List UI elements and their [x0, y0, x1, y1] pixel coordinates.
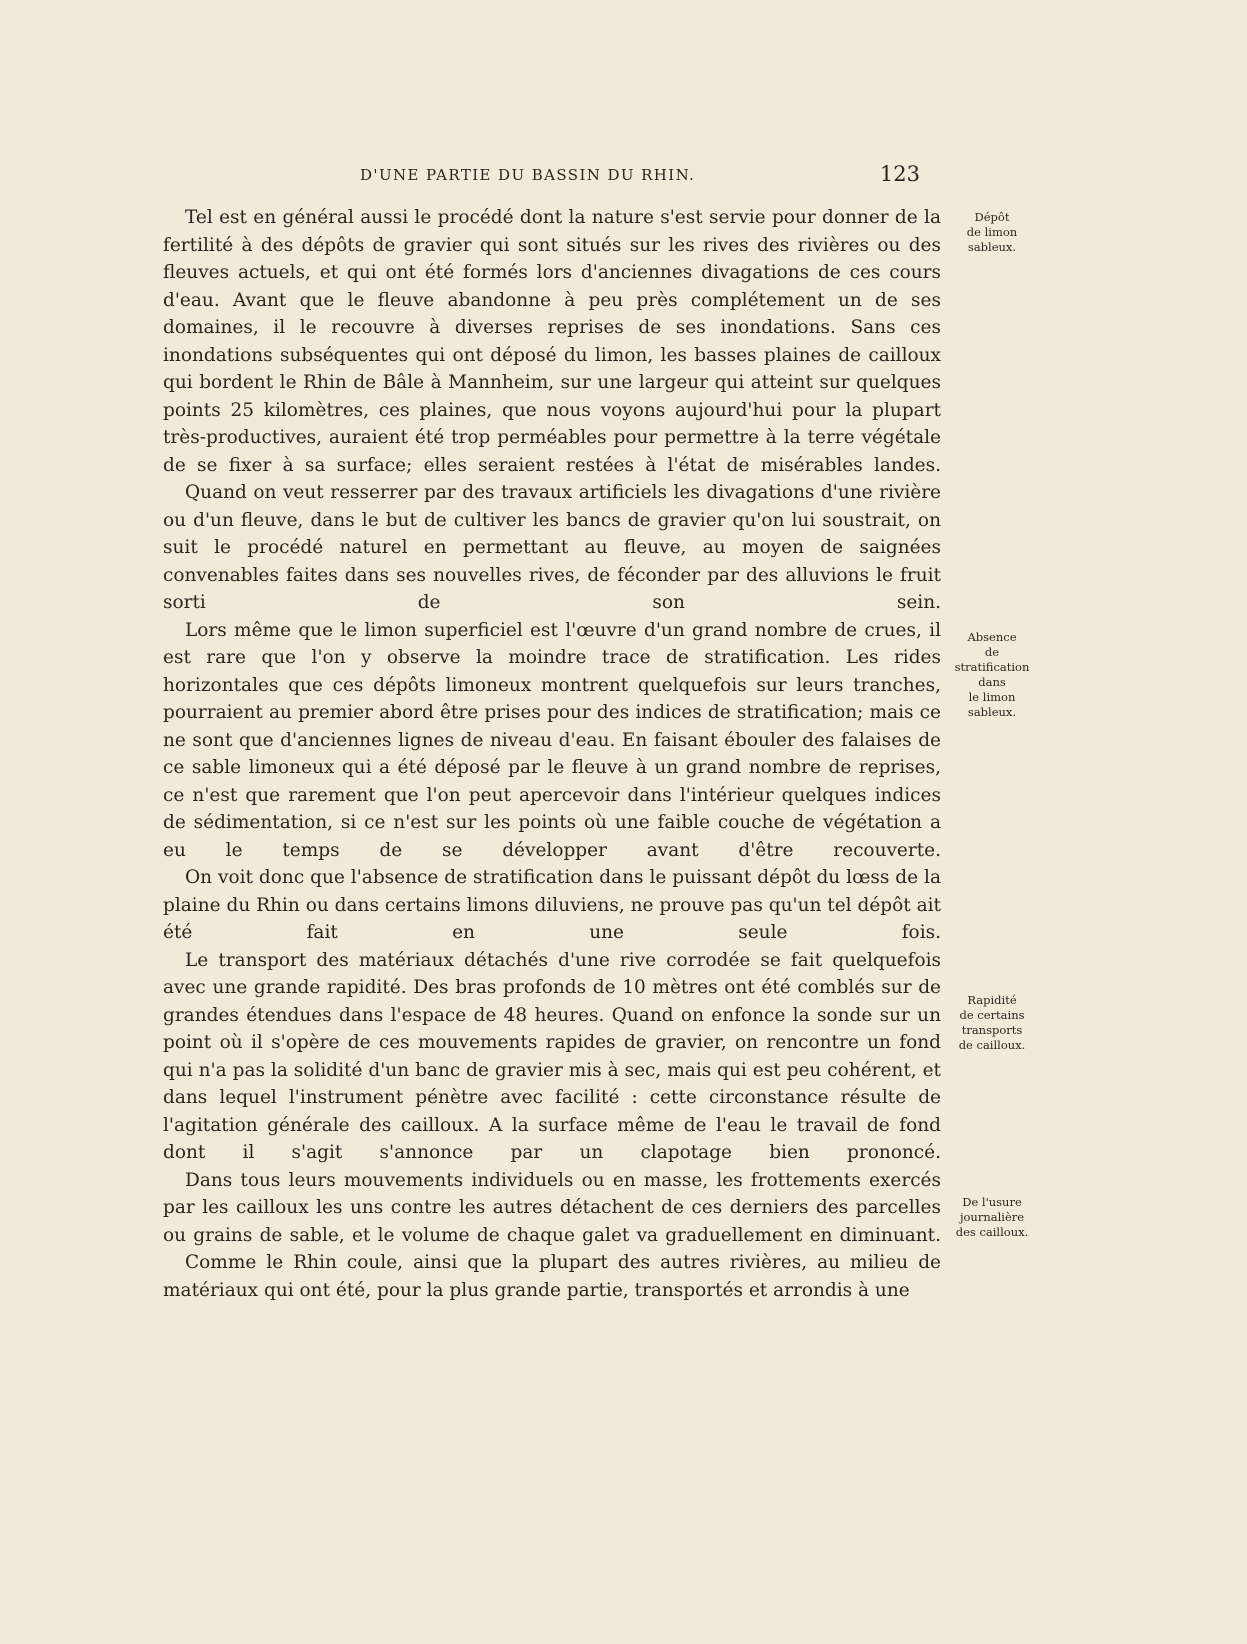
margin-note-line: des cailloux.: [955, 1225, 1029, 1239]
page-header: [360, 162, 920, 192]
margin-note-usure-cailloux: [944, 1195, 1040, 1240]
paragraph: Tel est en général aussi le procédé dont la nature s'est servie pour donner de la fertilité à des dépôts de gravier qui sont situés sur les rives des rivières ou des fleuves actuels, et qui ont été formés lors d'anciennes divagations de ces cours d'eau. Avant que le fleuve abandonne à peu près complétement un de ses domaines, il le recouvre à diverses reprises de ses inondations. Sans ces inondations subséquentes qui ont déposé du limon, les basses plaines de cailloux qui bordent le Rhin de Bâle à Mannheim, sur une largeur qui atteint sur quelques points 25 kilomètres, ces plaines, que nous voyons aujourd'hui pour la plupart très-productives, auraient été trop perméables pour permettre à la terre végétale de se fixer à sa surface; elles seraient restées à l'état de misérables landes.: [163, 207, 941, 476]
margin-note-line: de: [984, 645, 1000, 659]
running-title: D'UNE PARTIE DU BASSIN DU RHIN.: [360, 166, 696, 184]
paragraph: Dans tous leurs mouvements individuels ou en masse, les frottements exercés par les cailloux les uns contre les autres détachent de ces derniers des parcelles ou grains de sable, et le volume de chaque galet va graduellement en diminuant.: [163, 1169, 941, 1246]
paragraph: Le transport des matériaux détachés d'une rive corrodée se fait quelquefois avec une grande rapidité. Des bras profonds de 10 mètres ont été comblés sur de grandes étendues dans l'espace de 48 heures. Quand on enfonce la sonde sur un point où il s'opère de ces mouvements rapides de gravier, on rencontre un fond qui n'a pas la solidité d'un banc de gravier mis à sec, mais qui est peu cohérent, et dans lequel l'instrument pénètre avec facilité : cette circonstance résulte de l'agitation générale des cailloux. A la surface même de l'eau le travail de fond dont il s'agit s'annonce par un clapotage bien prononcé.: [163, 949, 941, 1163]
margin-note-line: de cailloux.: [958, 1038, 1026, 1052]
paragraph: Quand on veut resserrer par des travaux artificiels les divagations d'une rivière ou d'un fleuve, dans le but de cultiver les bancs de gravier qu'on lui soustrait, on suit le procédé naturel en permettant au fleuve, au moyen de saignées convenables faites dans ses nouvelles rives, de féconder par des alluvions le fruit sorti de son sein.: [163, 482, 941, 613]
margin-note-line: journalière: [959, 1210, 1025, 1224]
margin-note-rapidite-transports: [944, 993, 1040, 1053]
margin-note-line: dans: [978, 675, 1006, 689]
margin-note-absence-stratification: [944, 630, 1040, 720]
body-text: [163, 204, 941, 1304]
paragraph: Comme le Rhin coule, ainsi que la plupart des autres rivières, au milieu de matériaux qui ont été, pour la plus grande partie, transportés et arrondis à une: [163, 1252, 941, 1301]
margin-note-line: Rapidité: [967, 993, 1017, 1007]
margin-note-line: de certains: [959, 1008, 1025, 1022]
margin-note-line: de limon: [966, 225, 1018, 239]
margin-note-line: Absence: [967, 630, 1017, 644]
paragraph: Lors même que le limon superficiel est l'œuvre d'un grand nombre de crues, il est rare que l'on y observe la moindre trace de stratification. Les rides horizontales que ces dépôts limoneux montrent quelquefois sur leurs tranches, pourraient au premier abord être prises pour des indices de stratification; mais ce ne sont que d'anciennes lignes de niveau d'eau. En faisant ébouler des falaises de ce sable limoneux qui a été déposé par le fleuve à un grand nombre de reprises, ce n'est que rarement que l'on peut apercevoir dans l'intérieur quelques indices de sédimentation, si ce n'est sur les points où une faible couche de végétation a eu le temps de se développer avant d'être recouverte.: [163, 619, 941, 861]
margin-note-line: sableux.: [967, 705, 1017, 719]
page-number: 123: [879, 162, 920, 186]
margin-note-line: stratification: [954, 660, 1030, 674]
margin-note-line: De l'usure: [962, 1195, 1022, 1209]
margin-note-line: le limon: [968, 690, 1016, 704]
margin-note-depot-limon: [944, 210, 1040, 255]
margin-note-line: transports: [961, 1023, 1023, 1037]
margin-note-line: sableux.: [967, 240, 1017, 254]
margin-note-line: Dépôt: [974, 210, 1010, 224]
paragraph: On voit donc que l'absence de stratification dans le puissant dépôt du lœss de la plaine du Rhin ou dans certains limons diluviens, ne prouve pas qu'un tel dépôt ait été fait en une seule fois.: [163, 867, 941, 943]
